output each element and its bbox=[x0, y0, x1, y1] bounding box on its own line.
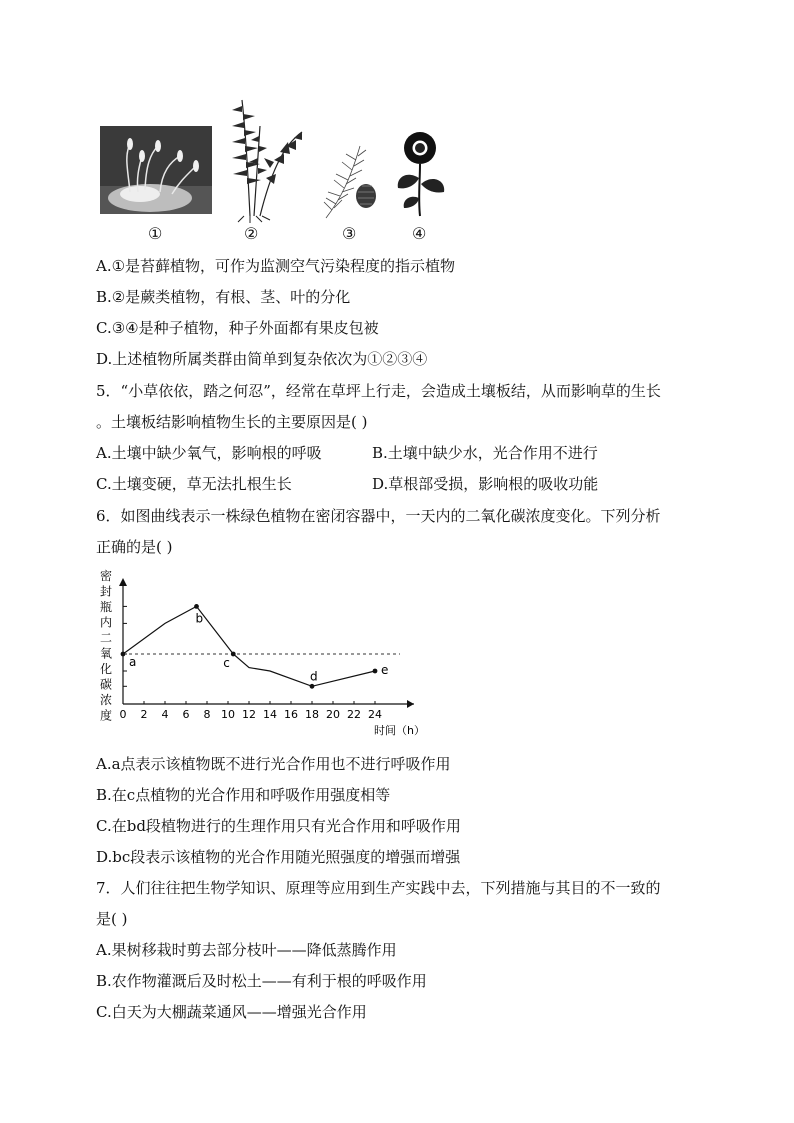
point-label-e: e bbox=[381, 663, 389, 677]
x-tick-label: 20 bbox=[326, 708, 340, 721]
point-label-c: c bbox=[223, 656, 230, 670]
figure-label-3: ③ bbox=[342, 224, 357, 243]
x-tick-label: 0 bbox=[119, 708, 127, 721]
q5-option-d: D.草根部受损，影响根的吸收功能 bbox=[372, 475, 599, 493]
y-axis-arrow bbox=[119, 578, 127, 586]
q6-stem-line2: 正确的是( ) bbox=[96, 538, 173, 556]
q7-stem-line1: 7．人们往往把生物学知识、原理等应用到生产实践中去，下列措施与其目的不一致的 bbox=[96, 879, 661, 897]
q6-stem-line1: 6．如图曲线表示一株绿色植物在密闭容器中，一天内的二氧化碳浓度变化。下列分析 bbox=[96, 507, 661, 525]
y-label-char: 浓 bbox=[100, 693, 113, 707]
x-tick-label: 4 bbox=[161, 708, 169, 721]
x-tick-label: 2 bbox=[140, 708, 148, 721]
x-axis-label: 时间（h） bbox=[374, 724, 425, 737]
figure-label-1: ① bbox=[148, 224, 163, 243]
y-label-char: 度 bbox=[100, 708, 113, 723]
y-label-char: 二 bbox=[100, 631, 113, 645]
point-label-a: a bbox=[129, 655, 137, 669]
y-label-char: 化 bbox=[100, 662, 113, 676]
point-label-b: b bbox=[195, 611, 204, 626]
x-tick-label: 10 bbox=[221, 708, 235, 721]
co2-concentration-chart bbox=[96, 566, 436, 738]
figure-label-2: ② bbox=[244, 224, 259, 243]
figure-label-4: ④ bbox=[412, 224, 427, 243]
x-tick-label: 24 bbox=[368, 708, 382, 721]
q6-option-d: D.bc段表示该植物的光合作用随光照强度的增强而增强 bbox=[96, 848, 461, 866]
q4-option-d: D.上述植物所属类群由简单到复杂依次为①②③④ bbox=[96, 350, 428, 368]
q4-option-b: B.②是蕨类植物，有根、茎、叶的分化 bbox=[96, 288, 351, 306]
q6-option-a: A.a点表示该植物既不进行光合作用也不进行呼吸作用 bbox=[96, 755, 451, 773]
y-label-char: 碳 bbox=[100, 677, 113, 692]
q5-option-b: B.土壤中缺少水，光合作用不进行 bbox=[372, 444, 598, 462]
y-label-char: 瓶 bbox=[100, 600, 113, 614]
y-label-char: 氧 bbox=[100, 646, 113, 661]
q6-option-c: C.在bd段植物进行的生理作用只有光合作用和呼吸作用 bbox=[96, 817, 461, 835]
point-e bbox=[373, 669, 378, 674]
y-axis-label bbox=[100, 568, 112, 723]
x-tick-label: 18 bbox=[305, 708, 319, 721]
point-b bbox=[194, 604, 199, 609]
y-label-char: 封 bbox=[100, 584, 113, 599]
q6-option-b: B.在c点植物的光合作用和呼吸作用强度相等 bbox=[96, 786, 391, 804]
moss-image bbox=[100, 126, 212, 214]
q4-option-a: A.①是苔藓植物，可作为监测空气污染程度的指示植物 bbox=[96, 257, 456, 275]
q7-option-c: C.白天为大棚蔬菜通风——增强光合作用 bbox=[96, 1003, 367, 1021]
co2-series-line bbox=[123, 606, 375, 686]
fern-image bbox=[220, 96, 312, 224]
q5-stem-line2: 。土壤板结影响植物生长的主要原因是( ) bbox=[96, 413, 368, 431]
x-tick-label: 12 bbox=[242, 708, 256, 721]
q7-option-a: A.果树移栽时剪去部分枝叶——降低蒸腾作用 bbox=[96, 941, 397, 959]
pine-image bbox=[320, 140, 384, 220]
plant-figures bbox=[96, 96, 456, 246]
sunflower-image bbox=[392, 126, 450, 218]
q5-option-a: A.土壤中缺少氧气，影响根的呼吸 bbox=[96, 444, 322, 462]
point-d bbox=[310, 684, 315, 689]
q4-option-c: C.③④是种子植物，种子外面都有果皮包被 bbox=[96, 319, 379, 337]
q5-stem-line1: 5．“小草依依，踏之何忍”，经常在草坪上行走，会造成土壤板结，从而影响草的生长 bbox=[96, 382, 661, 400]
x-axis-arrow bbox=[407, 700, 414, 708]
x-tick-label: 16 bbox=[284, 708, 298, 721]
q7-option-b: B.农作物灌溉后及时松土——有利于根的呼吸作用 bbox=[96, 972, 427, 990]
y-label-char: 密 bbox=[100, 569, 113, 583]
x-tick-label: 14 bbox=[263, 708, 277, 721]
x-tick-label: 22 bbox=[347, 708, 361, 721]
x-tick-label: 6 bbox=[182, 708, 190, 721]
point-c bbox=[231, 652, 236, 657]
point-a bbox=[121, 652, 126, 657]
q5-option-c: C.土壤变硬，草无法扎根生长 bbox=[96, 475, 292, 493]
q7-stem-line2: 是( ) bbox=[96, 910, 128, 928]
point-label-d: d bbox=[310, 669, 318, 684]
y-label-char: 内 bbox=[100, 615, 113, 630]
x-tick-label: 8 bbox=[203, 708, 211, 721]
